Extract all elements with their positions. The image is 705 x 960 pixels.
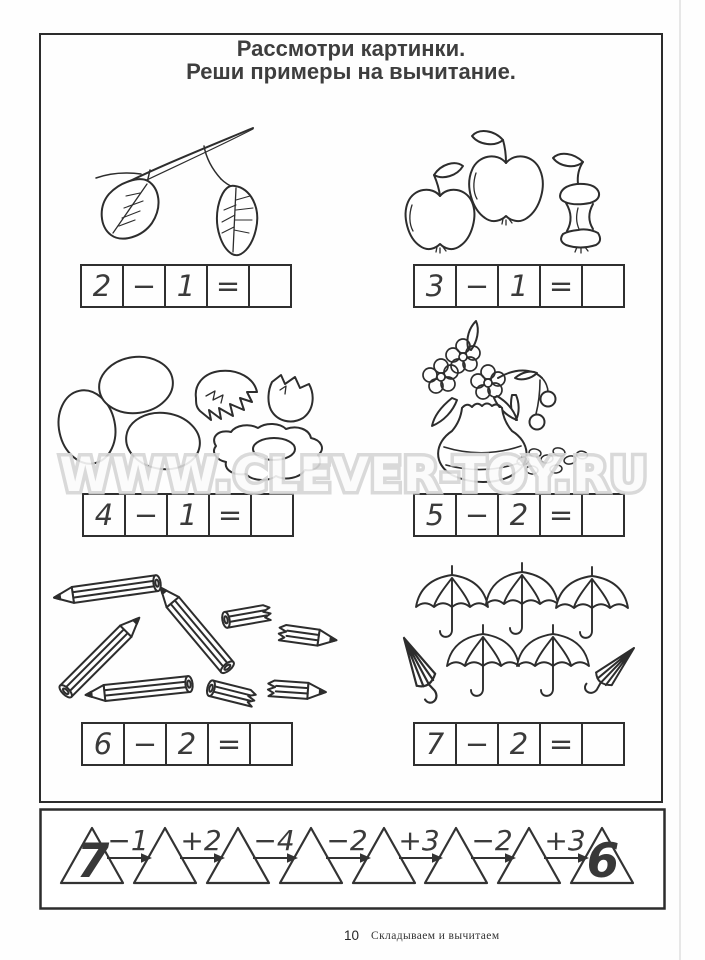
title-line-2: Реши примеры на вычитание. xyxy=(186,59,516,84)
subtrahend-cell: 2 xyxy=(165,722,209,766)
equation-eggs xyxy=(82,493,294,537)
book-title: Складываем и вычитаем xyxy=(371,930,500,942)
equation-umbrellas xyxy=(413,722,625,766)
chain-op-6: −2 xyxy=(471,824,513,857)
minuend-cell: 4 xyxy=(82,493,126,537)
apples-picture xyxy=(406,131,600,253)
operator-cell: − xyxy=(122,264,166,308)
chain-op-3: −4 xyxy=(253,824,295,857)
equation-apples xyxy=(413,264,625,308)
worksheet-title xyxy=(39,37,663,83)
equation-vase xyxy=(413,493,625,537)
chain-op-1: −1 xyxy=(107,824,149,857)
subtrahend-cell: 1 xyxy=(166,493,210,537)
subtrahend-cell: 1 xyxy=(164,264,208,308)
equals-cell: = xyxy=(206,264,250,308)
chain-op-7: +3 xyxy=(544,824,586,857)
chain-op-4: −2 xyxy=(326,824,368,857)
minuend-cell: 5 xyxy=(413,493,457,537)
operator-cell: − xyxy=(455,722,499,766)
pencils-picture xyxy=(53,575,338,707)
operator-cell: − xyxy=(455,264,499,308)
equals-cell: = xyxy=(207,722,251,766)
answer-cell[interactable] xyxy=(249,722,293,766)
vase-flowers-picture xyxy=(423,321,588,482)
minuend-cell: 6 xyxy=(81,722,125,766)
subtrahend-cell: 1 xyxy=(497,264,541,308)
equals-cell: = xyxy=(539,493,583,537)
eggs-picture xyxy=(52,352,322,480)
answer-cell[interactable] xyxy=(581,722,625,766)
minuend-cell: 2 xyxy=(80,264,124,308)
answer-cell[interactable] xyxy=(248,264,292,308)
page-footer xyxy=(0,926,705,950)
operator-cell: − xyxy=(124,493,168,537)
subtrahend-cell: 2 xyxy=(497,722,541,766)
equals-cell: = xyxy=(539,722,583,766)
equation-leaves xyxy=(80,264,292,308)
answer-cell[interactable] xyxy=(581,264,625,308)
equals-cell: = xyxy=(208,493,252,537)
operator-cell: − xyxy=(455,493,499,537)
page-number: 10 xyxy=(344,928,360,943)
chain-start-value: 7 xyxy=(76,834,110,889)
equals-cell: = xyxy=(539,264,583,308)
birch-leaves-picture xyxy=(96,128,257,255)
watermark-text: WWW.CLEVER-TOY.RU xyxy=(59,448,649,503)
umbrellas-picture xyxy=(395,563,642,705)
equation-pencils xyxy=(81,722,293,766)
minuend-cell: 3 xyxy=(413,264,457,308)
number-chain xyxy=(39,808,666,910)
chain-op-2: +2 xyxy=(180,824,222,857)
minuend-cell: 7 xyxy=(413,722,457,766)
title-line-1: Рассмотри картинки. xyxy=(236,36,466,61)
chain-end-value: 6 xyxy=(586,834,620,889)
subtrahend-cell: 2 xyxy=(497,493,541,537)
answer-cell[interactable] xyxy=(250,493,294,537)
answer-cell[interactable] xyxy=(581,493,625,537)
operator-cell: − xyxy=(123,722,167,766)
chain-op-5: +3 xyxy=(398,824,440,857)
